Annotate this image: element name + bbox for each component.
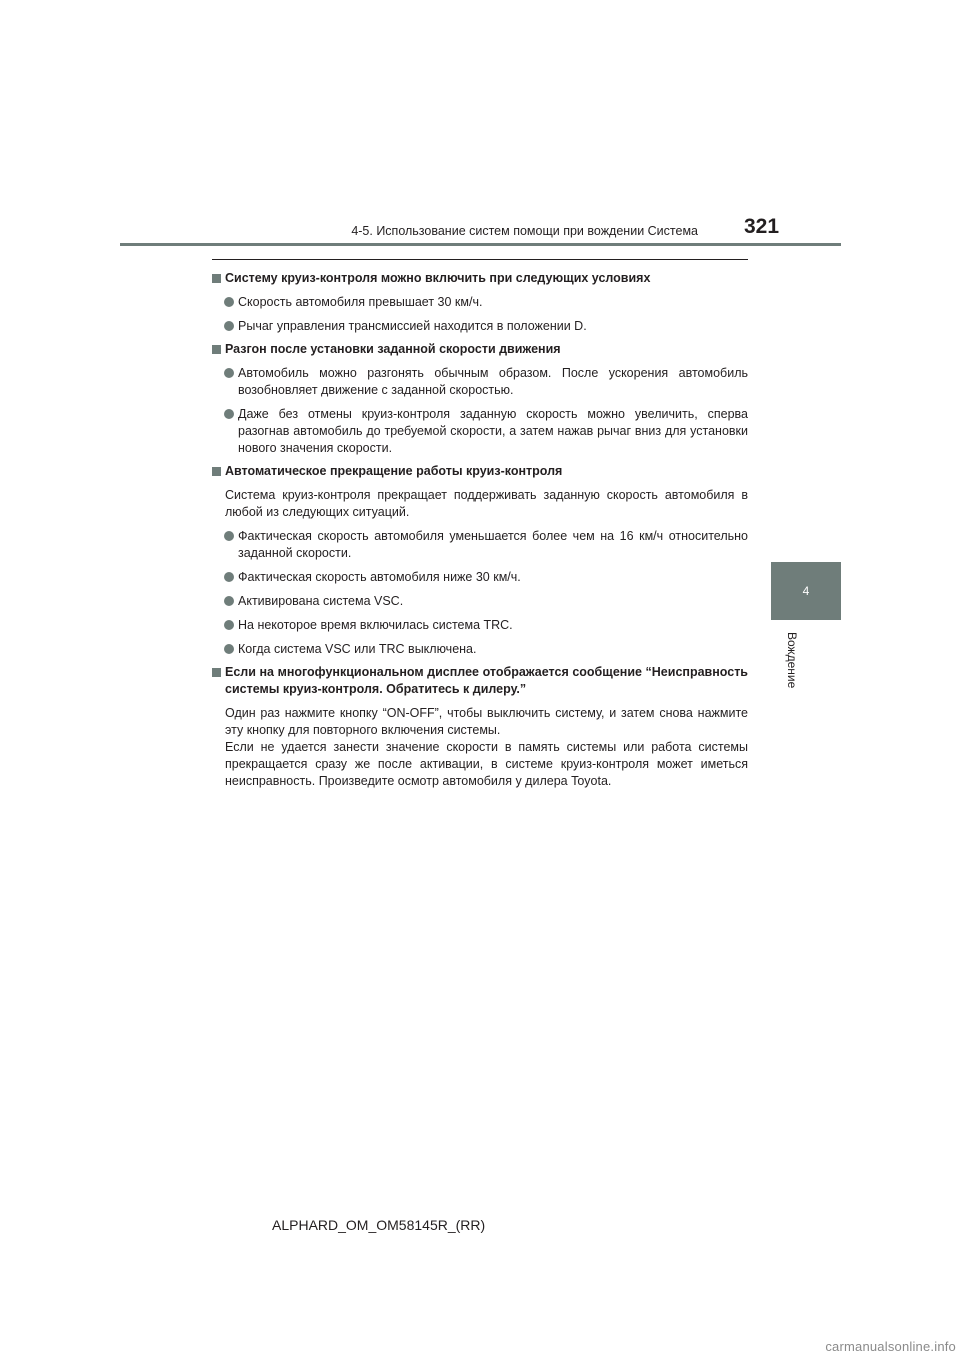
paragraph-line: Один раз нажмите кнопку “ON-OFF”, чтобы выключить систему, и затем снова нажмите эту кнопку для повторного включения системы. — [225, 706, 748, 737]
bullet-item: Фактическая скорость автомобиля уменьшается более чем на 16 км/ч относительно заданной скорости. — [212, 528, 748, 562]
section-heading: Если на многофункциональном дисплее отображается сообщение “Неисправность системы круиз-контроля. Обратитесь к дилеру.” — [212, 664, 748, 698]
bullet-item: Скорость автомобиля превышает 30 км/ч. — [212, 294, 748, 311]
chapter-number: 4 — [802, 584, 810, 598]
paragraph — [212, 705, 748, 790]
bullet-item: Даже без отмены круиз-контроля заданную скорость можно увеличить, сперва разогнав автомобиль до требуемой скорости, а затем нажав рычаг вниз для установки нового значения скорости. — [212, 406, 748, 457]
paragraph: Система круиз-контроля прекращает поддерживать заданную скорость автомобиля в любой из следующих ситуаций. — [225, 488, 748, 519]
bullet-item: Фактическая скорость автомобиля ниже 30 км/ч. — [212, 569, 748, 586]
content-divider — [212, 259, 748, 260]
section-heading: Автоматическое прекращение работы круиз-контроля — [212, 463, 748, 480]
paragraph-line: Если не удается занести значение скорости в память системы или работа системы прекращается сразу же после активации, в системе круиз-контроля может иметься неисправность. Произведите осмотр автомобиля у дилера Toyota. — [225, 740, 748, 788]
document-id: ALPHARD_OM_OM58145R_(RR) — [272, 1217, 486, 1233]
chapter-tab — [771, 562, 841, 620]
section-heading: Разгон после установки заданной скорости движения — [212, 341, 748, 358]
header-divider — [120, 243, 841, 246]
section-heading: Систему круиз-контроля можно включить при следующих условиях — [212, 270, 748, 287]
bullet-item: На некоторое время включилась система TRC. — [212, 617, 748, 634]
page-number: 321 — [744, 215, 780, 238]
watermark: carmanualsonline.info — [825, 1339, 956, 1354]
page-content — [212, 264, 748, 790]
bullet-item: Активирована система VSC. — [212, 593, 748, 610]
section-title: 4-5. Использование систем помощи при вождении Система — [351, 224, 698, 238]
chapter-name: Вождение — [785, 632, 799, 689]
bullet-item: Рычаг управления трансмиссией находится в положении D. — [212, 318, 748, 335]
bullet-item: Когда система VSC или TRC выключена. — [212, 641, 748, 658]
bullet-item: Автомобиль можно разгонять обычным образом. После ускорения автомобиль возобновляет движение с заданной скоростью. — [212, 365, 748, 399]
